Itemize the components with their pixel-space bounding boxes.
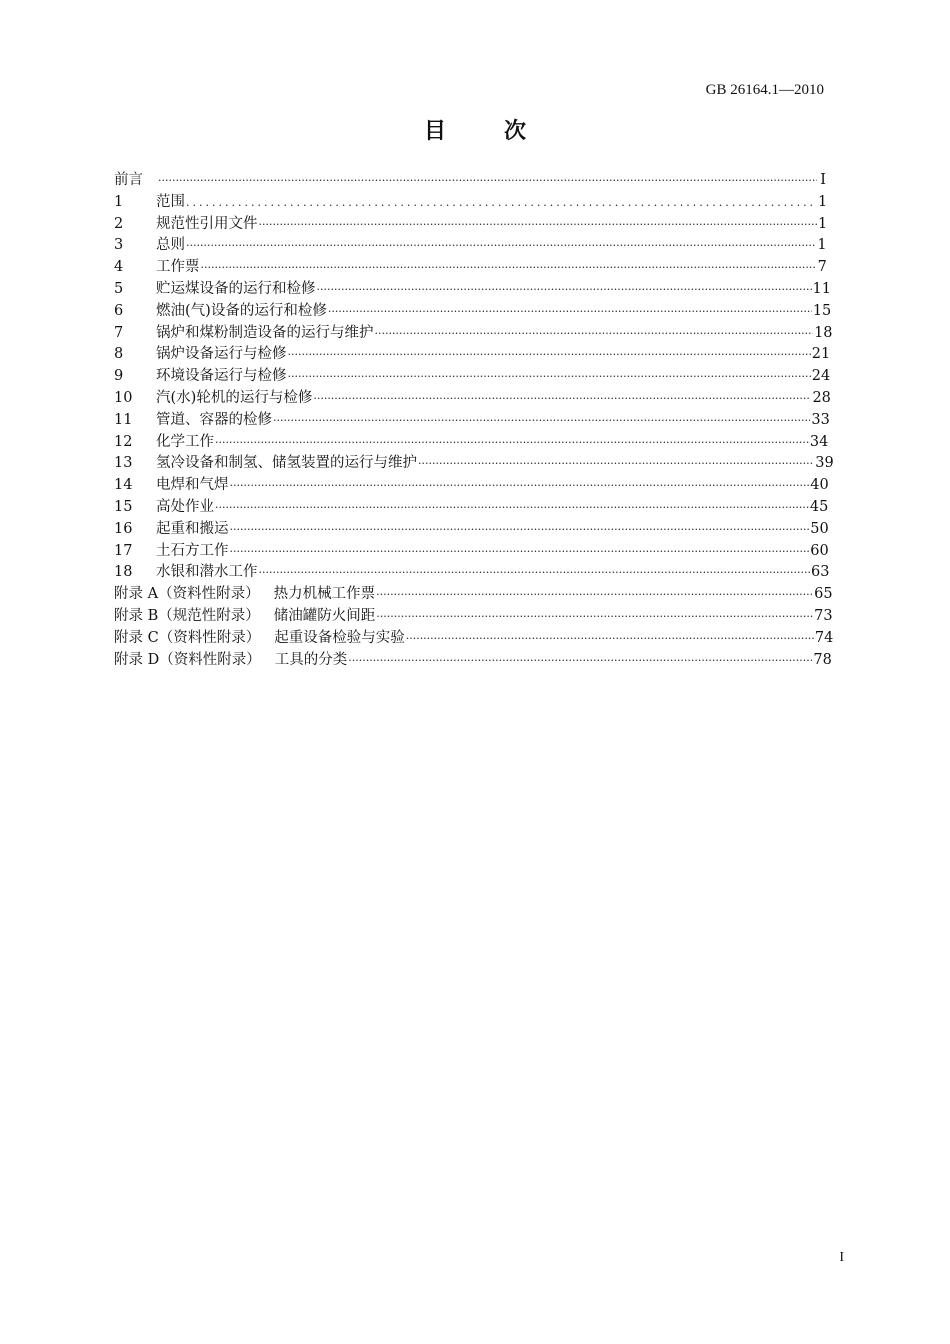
toc-entry-label: 工具的分类 xyxy=(274,651,348,668)
toc-leader-dots xyxy=(418,453,814,475)
toc-entry-number: 18 xyxy=(114,564,133,581)
toc-entry-label: 汽(水)轮机的运行与检修 xyxy=(156,389,313,406)
toc-entry-number: 8 xyxy=(114,346,124,363)
toc-entry[interactable] xyxy=(114,497,829,519)
toc-entry[interactable] xyxy=(114,192,826,214)
toc-entry[interactable] xyxy=(114,279,831,301)
toc-entry-label: 锅炉设备运行与检修 xyxy=(156,346,287,363)
toc-entry-number: 3 xyxy=(114,237,124,254)
toc-entry-page: 7 xyxy=(817,259,827,276)
toc-entry-page: I xyxy=(820,172,826,188)
toc-entry-number: 12 xyxy=(114,433,133,450)
toc-entry[interactable] xyxy=(114,410,830,432)
toc-entry-page: 15 xyxy=(812,302,832,319)
toc-entry-number: 14 xyxy=(114,477,133,494)
toc-leader-dots xyxy=(215,497,809,519)
toc-entry-page: 28 xyxy=(812,389,831,406)
toc-entry-number: 4 xyxy=(114,259,124,276)
toc-appendix-d[interactable] xyxy=(114,650,832,672)
toc-appendix-c[interactable] xyxy=(114,628,834,650)
toc-entry[interactable] xyxy=(114,257,826,279)
toc-entry-number: 10 xyxy=(114,389,133,406)
toc-entry[interactable] xyxy=(114,323,833,345)
table-of-contents xyxy=(114,170,834,671)
toc-entry-page: 78 xyxy=(813,651,832,668)
toc-entry-page: 1 xyxy=(818,215,828,232)
toc-entry-page: 24 xyxy=(811,368,831,385)
toc-appendix-prefix: 附录 B（规范性附录） xyxy=(114,607,260,624)
toc-leader-dots xyxy=(317,279,812,301)
toc-entry-number: 17 xyxy=(114,542,133,559)
toc-leader-dots xyxy=(201,257,817,279)
toc-entry-page: 65 xyxy=(814,586,833,603)
toc-entry-label: 总则 xyxy=(156,237,185,254)
toc-entry-label: 工作票 xyxy=(156,259,200,276)
toc-entry-number: 13 xyxy=(114,455,133,472)
toc-entry-label: 氢冷设备和制氢、储氢装置的运行与维护 xyxy=(156,455,417,472)
toc-entry-foreword[interactable] xyxy=(114,170,826,192)
toc-entry-page: 73 xyxy=(814,607,833,624)
toc-entry-label: 锅炉和煤粉制造设备的运行与维护 xyxy=(156,324,374,341)
toc-entry-page: 18 xyxy=(814,324,833,341)
toc-entry-page: 45 xyxy=(809,498,829,515)
toc-entry[interactable] xyxy=(114,453,834,475)
toc-entry-page: 1 xyxy=(817,237,827,254)
toc-entry-label: 范围 xyxy=(156,193,185,210)
toc-entry-label: 前言 xyxy=(114,172,143,188)
toc-leader-dots xyxy=(288,366,811,388)
toc-entry-label: 水银和潜水工作 xyxy=(156,564,258,581)
toc-entry-label: 化学工作 xyxy=(156,433,214,450)
toc-entry-label: 土石方工作 xyxy=(156,542,229,559)
toc-leader-dots xyxy=(328,301,812,323)
standard-code: GB 26164.1—2010 xyxy=(705,82,824,98)
toc-appendix-b[interactable] xyxy=(114,606,833,628)
toc-entry-page: 39 xyxy=(815,455,834,472)
toc-entry-label: 规范性引用文件 xyxy=(156,215,258,232)
toc-entry[interactable] xyxy=(114,344,831,366)
toc-leader-dots xyxy=(259,214,818,236)
toc-leader-dots xyxy=(313,388,811,410)
toc-leader-dots xyxy=(406,628,814,650)
toc-entry-number: 7 xyxy=(114,324,124,341)
toc-entry-page: 74 xyxy=(814,629,834,646)
toc-entry-page: 40 xyxy=(810,477,829,494)
toc-entry-number: 2 xyxy=(114,215,124,232)
toc-entry[interactable] xyxy=(114,541,829,563)
toc-leader-dots xyxy=(273,410,810,432)
toc-leader-dots xyxy=(158,170,817,192)
toc-entry-number: 6 xyxy=(114,302,124,319)
toc-entry[interactable] xyxy=(114,301,832,323)
toc-entry-page: 50 xyxy=(810,520,829,537)
toc-entry-page: 34 xyxy=(809,433,829,450)
toc-entry-number: 5 xyxy=(114,280,124,297)
toc-entry-page: 11 xyxy=(812,280,831,297)
toc-entry-label: 环境设备运行与检修 xyxy=(156,368,287,385)
toc-appendix-a[interactable] xyxy=(114,584,833,606)
toc-entry-number: 11 xyxy=(114,411,133,428)
toc-leader-dots xyxy=(348,650,812,672)
toc-entry-number: 15 xyxy=(114,498,133,515)
toc-entry-label: 电焊和气焊 xyxy=(156,477,229,494)
toc-entry-label: 热力机械工作票 xyxy=(273,586,376,603)
toc-entry-page: 63 xyxy=(811,564,830,581)
toc-entry-number: 1 xyxy=(114,193,124,210)
toc-leader-dots xyxy=(230,541,810,563)
toc-leader-dots xyxy=(375,323,814,345)
toc-entry-label: 起重和搬运 xyxy=(156,520,229,537)
toc-leader-dots xyxy=(288,344,811,366)
toc-leader-dots xyxy=(215,432,809,454)
toc-entry-label: 管道、容器的检修 xyxy=(156,411,272,428)
toc-entry-label: 燃油(气)设备的运行和检修 xyxy=(156,302,327,319)
toc-entry[interactable] xyxy=(114,562,830,584)
toc-leader-dots xyxy=(376,584,813,606)
page-number: I xyxy=(839,1250,844,1265)
toc-entry-label: 贮运煤设备的运行和检修 xyxy=(156,280,316,297)
toc-appendix-prefix: 附录 A（资料性附录） xyxy=(114,586,260,603)
toc-leader-dots xyxy=(230,519,810,541)
toc-appendix-prefix: 附录 C（资料性附录） xyxy=(114,629,261,646)
toc-entry-number: 9 xyxy=(114,368,124,385)
toc-entry-page: 60 xyxy=(810,542,829,559)
toc-leader-dots xyxy=(186,235,816,257)
toc-leader-dots xyxy=(230,475,810,497)
toc-entry[interactable] xyxy=(114,475,829,497)
toc-leader-dots xyxy=(186,192,817,214)
toc-leader-dots xyxy=(259,562,811,584)
toc-entry-page: 21 xyxy=(811,346,831,363)
page-title: 目次 xyxy=(423,118,584,144)
toc-entry-label: 储油罐防火间距 xyxy=(273,607,376,624)
toc-entry-number: 16 xyxy=(114,520,133,537)
toc-entry[interactable] xyxy=(114,388,831,410)
toc-entry-page: 33 xyxy=(811,411,830,428)
toc-entry[interactable] xyxy=(114,432,829,454)
toc-leader-dots xyxy=(376,606,813,628)
toc-entry[interactable] xyxy=(114,366,831,388)
toc-entry-page: 1 xyxy=(818,193,828,210)
toc-appendix-prefix: 附录 D（资料性附录） xyxy=(114,651,261,668)
toc-entry[interactable] xyxy=(114,235,826,257)
toc-entry[interactable] xyxy=(114,519,829,541)
toc-entry-label: 起重设备检验与实验 xyxy=(274,629,405,646)
toc-entry-label: 高处作业 xyxy=(156,498,214,515)
toc-entry[interactable] xyxy=(114,214,826,236)
